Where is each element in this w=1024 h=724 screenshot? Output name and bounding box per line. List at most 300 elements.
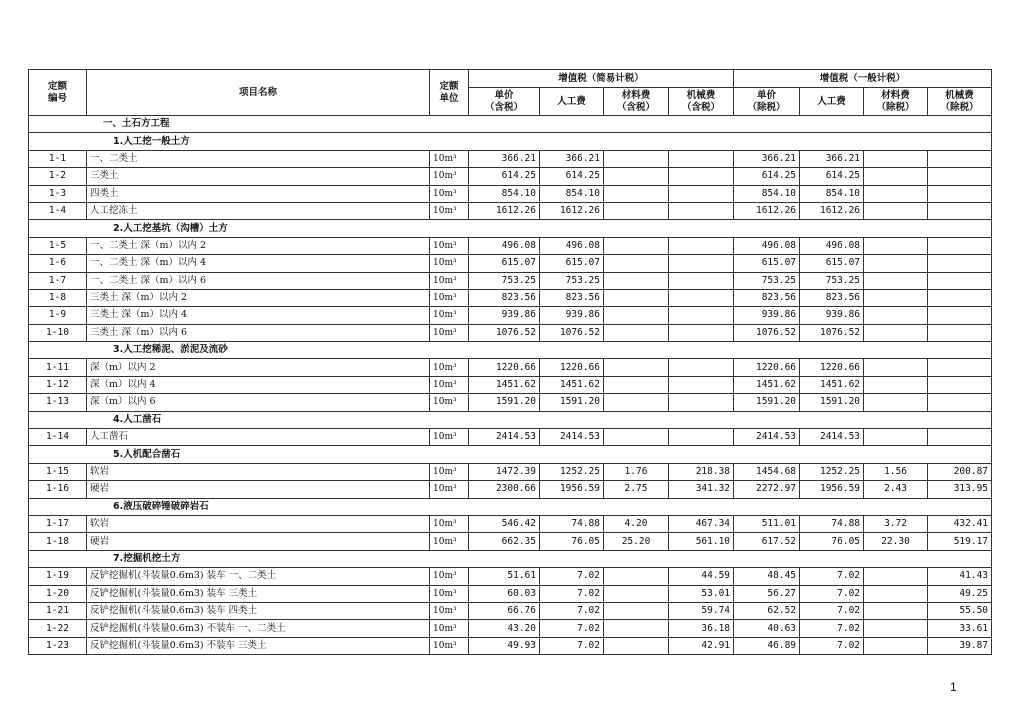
cell-value: 51.61 <box>469 568 540 585</box>
cell-value: 1454.68 <box>734 463 800 480</box>
table-row <box>29 568 992 585</box>
cell-name: 一、二类土 深（m）以内 4 <box>87 255 430 272</box>
cell-value <box>604 620 669 637</box>
cell-value: 313.95 <box>928 481 992 498</box>
cell-value: 753.25 <box>540 272 604 289</box>
cell-value <box>928 429 992 446</box>
header-col-material-excl: 材料费 （除税） <box>864 88 928 116</box>
cell-unit: 10m³ <box>430 515 469 532</box>
cell-name: 软岩 <box>87 515 430 532</box>
cell-name: 一、二类土 深（m）以内 2 <box>87 237 430 254</box>
cell-value: 1956.59 <box>540 481 604 498</box>
cell-value <box>864 272 928 289</box>
cell-name: 反铲挖掘机(斗装量0.6m3) 不装车 三类土 <box>87 637 430 654</box>
cell-code: 1-8 <box>29 289 87 306</box>
cell-code: 1-4 <box>29 202 87 219</box>
cell-name: 反铲挖掘机(斗装量0.6m3) 不装车 一、二类土 <box>87 620 430 637</box>
cell-value: 617.52 <box>734 533 800 550</box>
cell-value: 2.43 <box>864 481 928 498</box>
cell-value: 2414.53 <box>800 429 864 446</box>
cell-name: 三类土 深（m）以内 6 <box>87 324 430 341</box>
cell-value <box>864 324 928 341</box>
cell-value <box>864 255 928 272</box>
cell-code: 1-18 <box>29 533 87 550</box>
cell-value: 66.76 <box>469 602 540 619</box>
cell-code: 1-11 <box>29 359 87 376</box>
cell-value: 939.86 <box>540 307 604 324</box>
cell-unit: 10m³ <box>430 289 469 306</box>
cell-value <box>669 324 734 341</box>
subsection-row <box>29 220 992 237</box>
cell-value: 662.35 <box>469 533 540 550</box>
cell-value <box>928 324 992 341</box>
cell-value <box>604 429 669 446</box>
cell-value <box>669 307 734 324</box>
cell-unit: 10m³ <box>430 272 469 289</box>
cell-code: 1-1 <box>29 150 87 167</box>
cell-value: 39.87 <box>928 637 992 654</box>
table-row <box>29 533 992 550</box>
cell-value <box>669 168 734 185</box>
cell-value: 48.45 <box>734 568 800 585</box>
cell-value: 753.25 <box>734 272 800 289</box>
table-row <box>29 463 992 480</box>
cell-value: 41.43 <box>928 568 992 585</box>
cell-value: 1451.62 <box>540 376 604 393</box>
cell-value: 1591.20 <box>734 394 800 411</box>
cell-value <box>604 376 669 393</box>
cell-value: 1076.52 <box>734 324 800 341</box>
header-unit: 定额 单位 <box>430 70 469 116</box>
cell-unit: 10m³ <box>430 481 469 498</box>
cell-value: 1451.62 <box>800 376 864 393</box>
table-row <box>29 185 992 202</box>
cell-value: 496.08 <box>800 237 864 254</box>
subsection-title: 2.人工挖基坑（沟槽）土方 <box>29 220 992 237</box>
cell-code: 1-16 <box>29 481 87 498</box>
cell-value: 366.21 <box>469 150 540 167</box>
cell-value: 7.02 <box>800 602 864 619</box>
cell-code: 1-21 <box>29 602 87 619</box>
subsection-row <box>29 342 992 359</box>
cell-value <box>864 289 928 306</box>
cell-name: 四类土 <box>87 185 430 202</box>
header-row-top <box>29 70 992 88</box>
cell-value: 1252.25 <box>800 463 864 480</box>
cell-value: 546.42 <box>469 515 540 532</box>
header-group-simple: 增值税（简易计税） <box>469 70 734 88</box>
cell-value <box>864 394 928 411</box>
cell-value <box>864 637 928 654</box>
cell-value: 46.89 <box>734 637 800 654</box>
cell-name: 三类土 深（m）以内 2 <box>87 289 430 306</box>
table-row <box>29 602 992 619</box>
cell-value: 218.38 <box>669 463 734 480</box>
cell-value: 1591.20 <box>469 394 540 411</box>
cell-value: 614.25 <box>800 168 864 185</box>
cell-value: 3.72 <box>864 515 928 532</box>
cell-value: 496.08 <box>540 237 604 254</box>
cell-value: 615.07 <box>734 255 800 272</box>
cell-value: 62.52 <box>734 602 800 619</box>
cell-value: 1.76 <box>604 463 669 480</box>
cell-unit: 10m³ <box>430 568 469 585</box>
cell-value: 1591.20 <box>800 394 864 411</box>
cell-value <box>864 376 928 393</box>
subsection-title: 6.液压破碎锤破碎岩石 <box>29 498 992 515</box>
cell-value <box>928 289 992 306</box>
subsection-title: 3.人工挖稀泥、淤泥及流砂 <box>29 342 992 359</box>
subsection-title: 7.挖掘机挖土方 <box>29 550 992 567</box>
cell-code: 1-13 <box>29 394 87 411</box>
cell-value: 53.01 <box>669 585 734 602</box>
section-row <box>29 116 992 133</box>
cell-value <box>604 272 669 289</box>
header-col-machine-incl: 机械费 （含税） <box>669 88 734 116</box>
table-row <box>29 324 992 341</box>
table-row <box>29 359 992 376</box>
cell-value <box>669 429 734 446</box>
cell-value: 1076.52 <box>540 324 604 341</box>
cell-value <box>864 429 928 446</box>
table-row <box>29 515 992 532</box>
cell-unit: 10m³ <box>430 307 469 324</box>
cell-code: 1-15 <box>29 463 87 480</box>
page-number: 1 <box>950 680 957 694</box>
cell-value: 33.61 <box>928 620 992 637</box>
cell-value: 511.01 <box>734 515 800 532</box>
cell-code: 1-9 <box>29 307 87 324</box>
cell-name: 一、二类土 <box>87 150 430 167</box>
cell-name: 人工凿石 <box>87 429 430 446</box>
cell-value <box>604 568 669 585</box>
cell-value: 7.02 <box>800 568 864 585</box>
cell-value <box>864 359 928 376</box>
cell-value <box>928 359 992 376</box>
cell-name: 深（m）以内 6 <box>87 394 430 411</box>
cell-value: 59.74 <box>669 602 734 619</box>
cell-value <box>604 202 669 219</box>
cell-name: 深（m）以内 4 <box>87 376 430 393</box>
cell-unit: 10m³ <box>430 533 469 550</box>
cell-value: 1220.66 <box>800 359 864 376</box>
cell-value: 823.56 <box>540 289 604 306</box>
cell-value <box>604 637 669 654</box>
header-col-labor-1: 人工费 <box>540 88 604 116</box>
cell-value: 56.27 <box>734 585 800 602</box>
cell-value: 615.07 <box>800 255 864 272</box>
cell-value: 1612.26 <box>800 202 864 219</box>
cell-unit: 10m³ <box>430 429 469 446</box>
cell-value: 7.02 <box>800 637 864 654</box>
cell-value: 939.86 <box>734 307 800 324</box>
cell-value <box>604 324 669 341</box>
cell-value: 1252.25 <box>540 463 604 480</box>
cell-value: 42.91 <box>669 637 734 654</box>
cell-value <box>669 359 734 376</box>
cell-value: 519.17 <box>928 533 992 550</box>
cell-name: 反铲挖掘机(斗装量0.6m3) 装车 三类土 <box>87 585 430 602</box>
cell-unit: 10m³ <box>430 202 469 219</box>
header-code: 定额 编号 <box>29 70 87 116</box>
cell-value <box>669 185 734 202</box>
cell-value: 753.25 <box>800 272 864 289</box>
cell-value <box>604 255 669 272</box>
cell-value: 366.21 <box>734 150 800 167</box>
cell-value: 823.56 <box>800 289 864 306</box>
cell-value <box>604 168 669 185</box>
cell-unit: 10m³ <box>430 376 469 393</box>
cell-value: 4.20 <box>604 515 669 532</box>
cell-value: 2414.53 <box>734 429 800 446</box>
cell-value: 7.02 <box>540 602 604 619</box>
cell-value: 25.20 <box>604 533 669 550</box>
cell-code: 1-19 <box>29 568 87 585</box>
cell-value: 2414.53 <box>540 429 604 446</box>
cell-name: 软岩 <box>87 463 430 480</box>
cell-value: 1.56 <box>864 463 928 480</box>
cell-value: 939.86 <box>800 307 864 324</box>
cell-value: 1451.62 <box>469 376 540 393</box>
table-row <box>29 289 992 306</box>
cell-unit: 10m³ <box>430 185 469 202</box>
cell-value: 366.21 <box>800 150 864 167</box>
cell-value <box>604 185 669 202</box>
table-row <box>29 394 992 411</box>
cell-value <box>928 168 992 185</box>
cell-unit: 10m³ <box>430 150 469 167</box>
cell-value: 1956.59 <box>800 481 864 498</box>
cell-value <box>669 376 734 393</box>
cell-unit: 10m³ <box>430 637 469 654</box>
cell-value: 76.05 <box>540 533 604 550</box>
cell-value: 7.02 <box>540 637 604 654</box>
cell-code: 1-20 <box>29 585 87 602</box>
cell-value: 49.25 <box>928 585 992 602</box>
cell-value <box>928 272 992 289</box>
cell-value: 1612.26 <box>734 202 800 219</box>
cell-value <box>604 602 669 619</box>
cell-value: 1220.66 <box>469 359 540 376</box>
cell-value <box>864 150 928 167</box>
cell-code: 1-5 <box>29 237 87 254</box>
cell-code: 1-17 <box>29 515 87 532</box>
cell-unit: 10m³ <box>430 463 469 480</box>
cell-value: 614.25 <box>469 168 540 185</box>
cell-name: 反铲挖掘机(斗装量0.6m3) 装车 四类土 <box>87 602 430 619</box>
table-row <box>29 376 992 393</box>
cell-value <box>864 568 928 585</box>
cell-value: 43.20 <box>469 620 540 637</box>
cell-code: 1-7 <box>29 272 87 289</box>
cell-value <box>604 237 669 254</box>
cell-value: 44.59 <box>669 568 734 585</box>
cell-name: 反铲挖掘机(斗装量0.6m3) 装车 一、二类土 <box>87 568 430 585</box>
cell-value: 1451.62 <box>734 376 800 393</box>
cell-value: 2272.97 <box>734 481 800 498</box>
table-row <box>29 429 992 446</box>
cell-value: 432.41 <box>928 515 992 532</box>
cell-value <box>928 185 992 202</box>
cell-value: 36.18 <box>669 620 734 637</box>
section-title: 一、土石方工程 <box>29 116 992 133</box>
header-name: 项目名称 <box>87 70 430 116</box>
cell-value: 823.56 <box>734 289 800 306</box>
quota-table-sheet <box>28 69 991 655</box>
cell-value <box>669 272 734 289</box>
cell-value <box>604 394 669 411</box>
cell-code: 1-2 <box>29 168 87 185</box>
cell-value <box>604 289 669 306</box>
cell-value: 1220.66 <box>540 359 604 376</box>
table-row <box>29 272 992 289</box>
subsection-row <box>29 446 992 463</box>
table-row <box>29 150 992 167</box>
cell-name: 人工挖冻土 <box>87 202 430 219</box>
cell-code: 1-3 <box>29 185 87 202</box>
cell-code: 1-12 <box>29 376 87 393</box>
cell-value: 341.32 <box>669 481 734 498</box>
cell-value: 1472.39 <box>469 463 540 480</box>
cell-value <box>669 289 734 306</box>
cell-value: 1612.26 <box>469 202 540 219</box>
cell-value: 614.25 <box>734 168 800 185</box>
cell-value: 854.10 <box>800 185 864 202</box>
cell-value: 7.02 <box>540 620 604 637</box>
cell-value: 7.02 <box>800 620 864 637</box>
cell-value: 2414.53 <box>469 429 540 446</box>
cell-value <box>928 202 992 219</box>
header-group-general: 增值税（一般计税） <box>734 70 992 88</box>
cell-value <box>604 150 669 167</box>
header-col-machine-excl: 机械费 （除税） <box>928 88 992 116</box>
cell-value: 939.86 <box>469 307 540 324</box>
cell-value <box>928 307 992 324</box>
cell-value: 200.87 <box>928 463 992 480</box>
table-row <box>29 585 992 602</box>
cell-value: 7.02 <box>540 585 604 602</box>
cell-name: 三类土 深（m）以内 4 <box>87 307 430 324</box>
subsection-row <box>29 498 992 515</box>
cell-value <box>864 202 928 219</box>
cell-value <box>669 255 734 272</box>
cell-value: 753.25 <box>469 272 540 289</box>
cell-value: 7.02 <box>800 585 864 602</box>
subsection-title: 5.人机配合凿石 <box>29 446 992 463</box>
cell-value <box>864 185 928 202</box>
cell-unit: 10m³ <box>430 359 469 376</box>
cell-value <box>928 376 992 393</box>
subsection-row <box>29 550 992 567</box>
table-row <box>29 481 992 498</box>
quota-table <box>28 69 992 655</box>
cell-value <box>928 150 992 167</box>
cell-name: 硬岩 <box>87 481 430 498</box>
cell-code: 1-22 <box>29 620 87 637</box>
cell-unit: 10m³ <box>430 324 469 341</box>
cell-value: 74.88 <box>540 515 604 532</box>
cell-value <box>928 394 992 411</box>
subsection-row <box>29 411 992 428</box>
cell-value: 60.03 <box>469 585 540 602</box>
table-row <box>29 237 992 254</box>
cell-value <box>604 585 669 602</box>
cell-code: 1-10 <box>29 324 87 341</box>
cell-value: 1076.52 <box>800 324 864 341</box>
cell-value <box>864 585 928 602</box>
cell-code: 1-23 <box>29 637 87 654</box>
header-col-price-incl: 单价 （含税） <box>469 88 540 116</box>
cell-unit: 10m³ <box>430 168 469 185</box>
cell-value: 2.75 <box>604 481 669 498</box>
cell-value: 40.63 <box>734 620 800 637</box>
subsection-title: 4.人工凿石 <box>29 411 992 428</box>
cell-unit: 10m³ <box>430 602 469 619</box>
cell-value: 467.34 <box>669 515 734 532</box>
cell-value <box>669 237 734 254</box>
cell-value: 2300.66 <box>469 481 540 498</box>
cell-value: 1076.52 <box>469 324 540 341</box>
cell-value: 823.56 <box>469 289 540 306</box>
subsection-row <box>29 133 992 150</box>
header-col-material-incl: 材料费 （含税） <box>604 88 669 116</box>
cell-value: 1612.26 <box>540 202 604 219</box>
cell-value: 496.08 <box>469 237 540 254</box>
cell-unit: 10m³ <box>430 394 469 411</box>
cell-value: 561.10 <box>669 533 734 550</box>
table-row <box>29 202 992 219</box>
cell-value: 22.30 <box>864 533 928 550</box>
cell-value: 854.10 <box>540 185 604 202</box>
cell-value <box>864 237 928 254</box>
cell-value: 496.08 <box>734 237 800 254</box>
cell-value <box>864 602 928 619</box>
cell-value: 49.93 <box>469 637 540 654</box>
cell-value <box>604 307 669 324</box>
header-col-labor-2: 人工费 <box>800 88 864 116</box>
table-row <box>29 637 992 654</box>
table-row <box>29 620 992 637</box>
cell-value: 615.07 <box>469 255 540 272</box>
cell-value: 7.02 <box>540 568 604 585</box>
cell-value: 366.21 <box>540 150 604 167</box>
cell-value: 614.25 <box>540 168 604 185</box>
table-body <box>29 116 992 655</box>
cell-value: 74.88 <box>800 515 864 532</box>
table-row <box>29 168 992 185</box>
cell-value <box>864 307 928 324</box>
cell-value: 76.05 <box>800 533 864 550</box>
cell-unit: 10m³ <box>430 585 469 602</box>
cell-unit: 10m³ <box>430 255 469 272</box>
cell-unit: 10m³ <box>430 237 469 254</box>
cell-name: 硬岩 <box>87 533 430 550</box>
cell-value <box>864 620 928 637</box>
cell-code: 1-6 <box>29 255 87 272</box>
table-row <box>29 307 992 324</box>
cell-value <box>604 359 669 376</box>
cell-unit: 10m³ <box>430 620 469 637</box>
cell-name: 三类土 <box>87 168 430 185</box>
cell-value: 1591.20 <box>540 394 604 411</box>
cell-value <box>928 237 992 254</box>
cell-code: 1-14 <box>29 429 87 446</box>
cell-name: 深（m）以内 2 <box>87 359 430 376</box>
cell-value <box>669 202 734 219</box>
subsection-title: 1.人工挖一般土方 <box>29 133 992 150</box>
cell-value <box>928 255 992 272</box>
cell-value <box>669 394 734 411</box>
